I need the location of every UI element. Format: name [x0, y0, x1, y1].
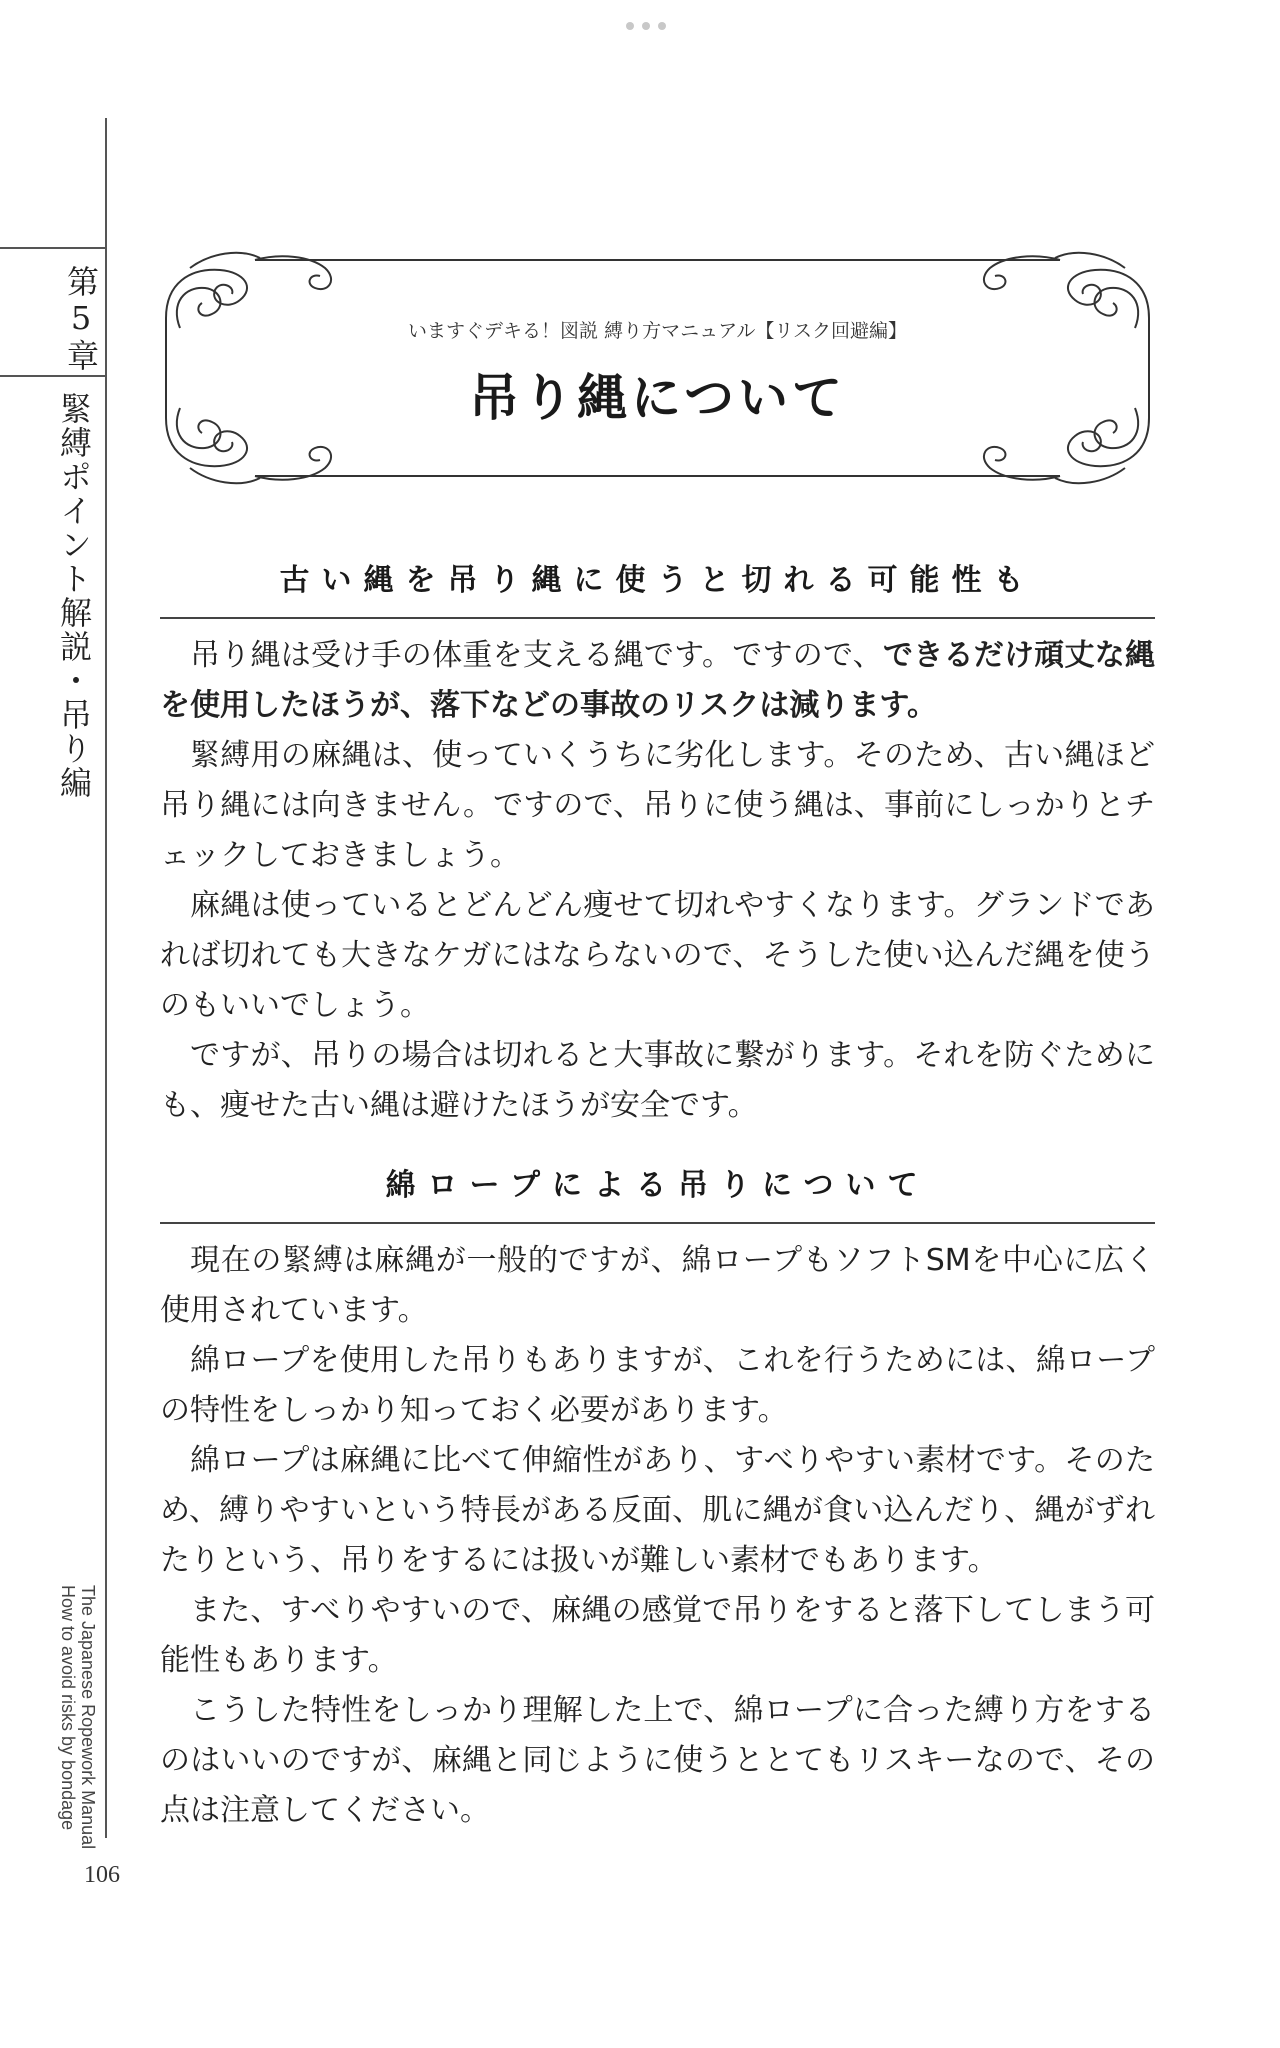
chapter-divider-top [0, 247, 107, 249]
book-title-line2: How to avoid risks by bondage [58, 1585, 78, 1831]
paragraph: 現在の緊縛は麻縄が一般的ですが、綿ロープもソフトSMを中心に広く使用されています。 [160, 1243, 1155, 1328]
paragraph-text: 吊り縄は受け手の体重を支える縄です。ですので、 [190, 638, 883, 673]
book-title-line1: The Japanese Ropework Manual [78, 1585, 98, 1850]
paragraph: また、すべりやすいので、麻縄の感覚で吊りをすると落下してしまう可能性もあります。 [160, 1593, 1155, 1678]
indicator-dot [658, 22, 666, 30]
chapter-title: 緊縛ポイント解説・吊り編 [55, 392, 93, 800]
paragraph: 綿ロープは麻縄に比べて伸縮性があり、すべりやすい素材です。そのため、縛りやすいという特長がある反面、肌に縄が食い込んだり、縄がずれたりという、吊りをするには扱いが難しい素材でもあります。 [160, 1443, 1155, 1578]
title-frame [160, 248, 1155, 488]
page-title: 吊り縄について [469, 369, 846, 427]
reader-page-indicator[interactable] [626, 22, 666, 30]
chapter-label: 第5章 [62, 265, 100, 373]
paragraph: ですが、吊りの場合は切れると大事故に繋がります。それを防ぐためにも、痩せた古い縄は避けたほうが安全です。 [160, 1038, 1155, 1123]
section-heading: 綿ロープによる吊りについて [160, 1160, 1155, 1224]
indicator-dot [626, 22, 634, 30]
page-number: 106 [84, 1862, 120, 1888]
section-cotton-rope [160, 1160, 1155, 1836]
section-old-rope [160, 555, 1155, 1131]
paragraph-emphasis: できるだけ頑丈な縄を使用したほうが、落下などの事故のリスクは減ります。 [160, 638, 1156, 723]
paragraph: 麻縄は使っているとどんどん痩せて切れやすくなります。グランドであれば切れても大きなケガにはならないので、そうした使い込んだ縄を使うのもいいでしょう。 [160, 888, 1155, 1023]
chapter-divider-mid [0, 375, 107, 377]
indicator-dot [642, 22, 650, 30]
paragraph: 綿ロープを使用した吊りもありますが、これを行うためには、綿ロープの特性をしっかり知っておく必要があります。 [160, 1343, 1155, 1428]
paragraph: 緊縛用の麻縄は、使っていくうちに劣化します。そのため、古い縄ほど吊り縄には向きません。ですので、吊りに使う縄は、事前にしっかりとチェックしておきましょう。 [160, 738, 1155, 873]
paragraph: こうした特性をしっかり理解した上で、綿ロープに合った縛り方をするのはいいのですが、麻縄と同じように使うととてもリスキーなので、その点は注意してください。 [160, 1693, 1155, 1828]
book-subtitle: いますぐデキる！図説 縛り方マニュアル【リスク回避編】 [408, 320, 907, 342]
section-heading: 古い縄を吊り縄に使うと切れる可能性も [160, 555, 1155, 619]
book-title-english [58, 1585, 98, 1849]
paragraph [160, 631, 1155, 731]
